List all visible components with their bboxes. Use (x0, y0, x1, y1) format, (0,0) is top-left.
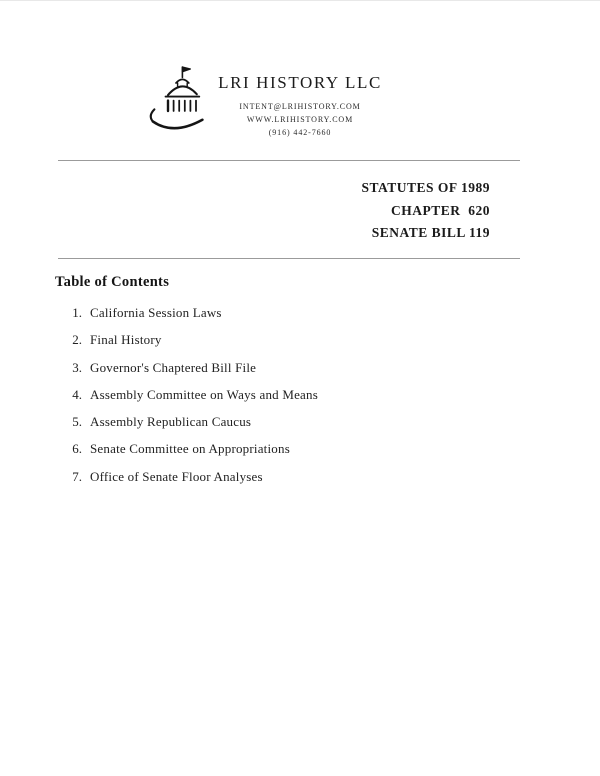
toc-item-number: 2. (72, 332, 82, 348)
toc-item-number: 3. (72, 359, 82, 375)
toc-item-number: 6. (72, 441, 82, 457)
senate-bill-line: SENATE BILL 119 (371, 225, 490, 240)
horizontal-rule-bottom (58, 258, 520, 259)
toc-list (68, 305, 318, 496)
toc-item-number: 4. (72, 386, 82, 402)
toc-item-label: Office of Senate Floor Analyses (90, 468, 263, 484)
statutes-year-line: STATUTES OF 1989 (361, 180, 490, 195)
toc-item (68, 332, 318, 348)
toc-title: Table of Contents (55, 274, 170, 290)
toc-item (68, 469, 318, 485)
toc-item (68, 414, 318, 430)
letterhead (0, 73, 600, 139)
toc-item (68, 360, 318, 376)
chapter-line: CHAPTER 620 (390, 202, 490, 218)
toc-item-label: California Session Laws (90, 305, 222, 320)
toc-item-number: 5. (72, 414, 82, 430)
toc-item-label: Final History (90, 332, 162, 348)
company-email: INTENT@LRIHISTORY.COM (239, 102, 361, 111)
statute-reference-block (361, 177, 490, 245)
company-website: WWW.LRIHISTORY.COM (246, 115, 354, 124)
toc-item-number: 1. (72, 305, 82, 320)
toc-item-label: Assembly Republican Caucus (90, 414, 252, 430)
company-phone: (916) 442-7660 (268, 128, 332, 137)
toc-item-label: Senate Committee on Appropriations (90, 441, 290, 457)
toc-item (68, 305, 318, 321)
toc-item-label: Assembly Committee on Ways and Means (90, 386, 318, 402)
toc-item (68, 441, 318, 457)
horizontal-rule-top (58, 160, 520, 161)
toc-item-number: 7. (72, 468, 82, 484)
company-name: LRI HISTORY LLC (218, 73, 382, 92)
toc-item-label: Governor's Chaptered Bill File (90, 359, 257, 375)
toc-item (68, 387, 318, 403)
